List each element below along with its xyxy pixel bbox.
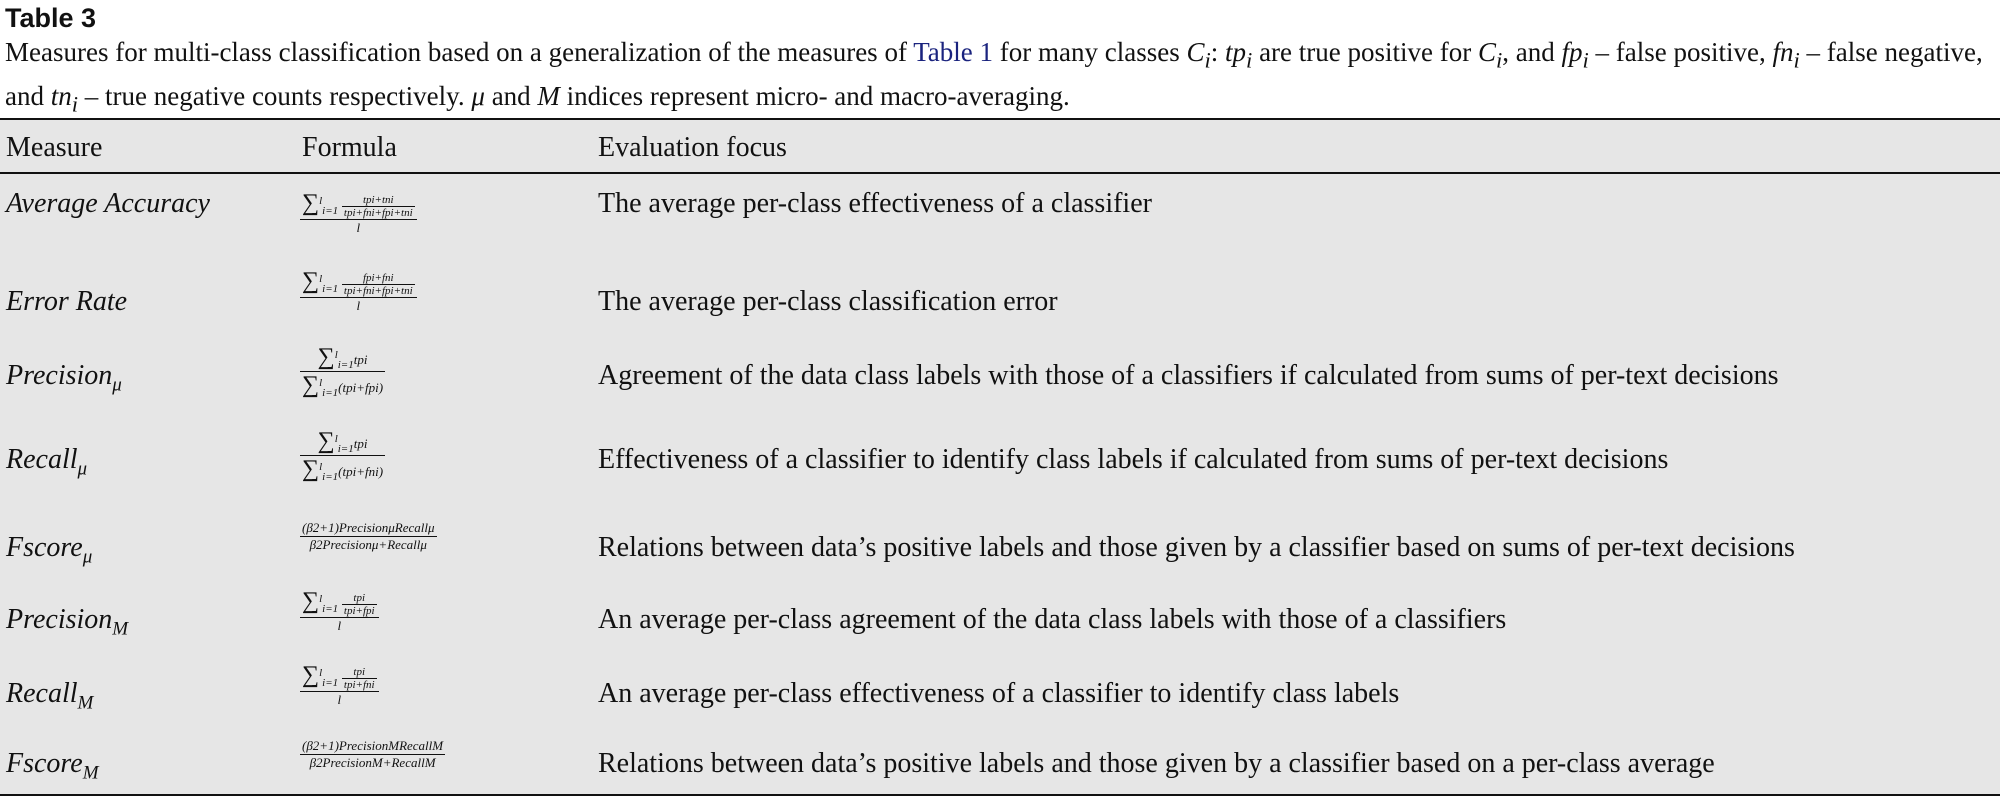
caption-text: Measures for multi-class classification based on a generalization of the measures of <box>5 37 914 67</box>
caption-math: i <box>1793 47 1800 73</box>
caption-math: C <box>1477 37 1496 67</box>
table-row <box>0 588 2000 660</box>
caption-math: tn <box>50 81 72 112</box>
header-measure: Measure <box>6 132 103 163</box>
caption-math: i <box>1246 47 1253 73</box>
measure-name: Recall$_M$ <box>6 678 94 714</box>
caption-math: i <box>1496 47 1503 73</box>
table-row <box>0 736 2000 794</box>
header-formula: Formula <box>302 132 397 163</box>
measure-name: Error Rate <box>6 286 128 317</box>
measure-name: Precision$_\mu$ <box>6 360 122 396</box>
caption-math: i <box>1204 47 1211 73</box>
caption-math: C <box>1186 37 1205 67</box>
measure-name: Fscore$_\mu$ <box>6 532 93 568</box>
caption-text: : <box>1210 37 1226 67</box>
caption-math: μ <box>471 81 485 112</box>
caption-math: i <box>71 91 79 117</box>
formula-recall-micro: $\frac{\sum^l_{i=1}tpi}{\sum^l_{i=1}(tpi+fni)}$ <box>302 428 384 483</box>
focus-text: An average per-class effectiveness of a classifier to identify class labels <box>598 678 1400 709</box>
caption-text: – false positive, <box>1588 37 1773 67</box>
caption-math: fp <box>1561 37 1583 67</box>
focus-text: Relations between data’s positive labels and those given by a classifier based on a per-class average <box>598 748 1715 779</box>
focus-text: Agreement of the data class labels with those of a classifiers if calculated from sums of per-text decisions <box>598 360 1779 391</box>
measure-name: Fscore$_M$ <box>6 748 99 784</box>
caption-math: i <box>1582 47 1589 73</box>
focus-text: An average per-class agreement of the data class labels with those of a classifiers <box>598 604 1507 635</box>
formula-average-accuracy: ∑$^l_{i=1}$ $\frac{\text{tpi+tni}}{\text{tpi+fni+fpi+tni}}$ l <box>300 190 417 236</box>
caption-text: for many classes <box>993 37 1187 67</box>
header-focus: Evaluation focus <box>598 132 787 163</box>
table-label: Table 3 <box>5 3 97 33</box>
table-caption-block <box>5 0 1995 123</box>
formula-precision-macro: ∑$^l_{i=1}$ $\frac{\text{tpi}}{\text{tpi+fpi}}$ l <box>300 588 379 634</box>
caption-text: and <box>484 81 538 112</box>
table-header-row <box>0 120 2000 174</box>
formula-error-rate: ∑$^l_{i=1}$ $\frac{\text{fpi+fni}}{\text{tpi+fni+fpi+tni}}$ l <box>300 268 417 314</box>
table-row <box>0 268 2000 342</box>
measure-name: Average Accuracy <box>6 188 210 219</box>
focus-text: Effectiveness of a classifier to identify class labels if calculated from sums of per-text decisions <box>598 444 1669 475</box>
caption-math: M <box>537 81 560 112</box>
table-caption <box>5 34 1995 123</box>
caption-math: fn <box>1772 37 1794 67</box>
caption-text: – false negative, and <box>5 37 1983 112</box>
table-row <box>0 344 2000 426</box>
caption-text: – true negative counts respectively. <box>78 81 472 112</box>
formula-precision-micro: $\frac{\sum^l_{i=1}tpi}{\sum^l_{i=1}(tpi+fpi)}$ <box>302 344 384 399</box>
caption-text: indices represent micro- and macro-averaging. <box>559 81 1070 112</box>
measure-name: Recall$_\mu$ <box>6 444 88 480</box>
measure-name: Precision$_M$ <box>6 604 129 640</box>
table-row <box>0 662 2000 734</box>
focus-text: The average per-class classification error <box>598 286 1058 317</box>
measures-table <box>0 118 2000 796</box>
table-row <box>0 176 2000 266</box>
formula-fscore-macro: $\frac{\text{(β2+1)PrecisionMRecallM}}{\text{β2PrecisionM+RecallM}}$ <box>302 738 444 770</box>
table-row <box>0 428 2000 510</box>
caption-math: tp <box>1225 37 1247 67</box>
formula-recall-macro: ∑$^l_{i=1}$ $\frac{\text{tpi}}{\text{tpi+fni}}$ l <box>300 662 379 708</box>
focus-text: The average per-class effectiveness of a classifier <box>598 188 1152 219</box>
caption-text: , and <box>1502 37 1562 67</box>
formula-fscore-micro: $\frac{\text{(β2+1)PrecisionμRecallμ}}{\text{β2Precisionμ+Recallμ}}$ <box>302 520 435 552</box>
caption-text: are true positive for <box>1252 37 1478 67</box>
table-1-link[interactable]: Table 1 <box>913 37 994 67</box>
focus-text: Relations between data’s positive labels and those given by a classifier based on sums of per-text decisions <box>598 532 1795 563</box>
table-row <box>0 512 2000 586</box>
